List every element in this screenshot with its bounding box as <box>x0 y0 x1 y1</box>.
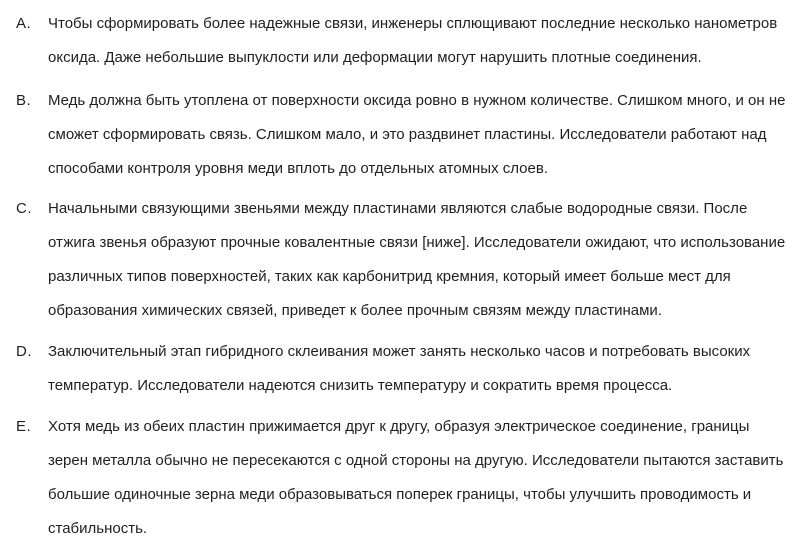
text-line: способами контроля уровня меди вплоть до отдельных атомных слоев. <box>48 160 548 177</box>
text-line: Чтобы сформировать более надежные связи, инженеры сплющивают последние несколько нанометров <box>48 15 778 32</box>
item-text <box>48 410 797 546</box>
text-line: оксида. Даже небольшие выпуклости или деформации могут нарушить плотные соединения. <box>48 49 702 66</box>
text-line: зерен металла обычно не пересекаются с одной стороны на другую. Исследователи пытаются заставить <box>48 452 784 469</box>
text-line: Хотя медь из обеих пластин прижимается друг к другу, образуя электрическое соединение, границы <box>48 418 750 435</box>
item-marker: C. <box>16 200 32 217</box>
item-text <box>48 192 797 328</box>
item-text <box>48 7 797 75</box>
item-text <box>48 84 797 186</box>
item-marker: D. <box>16 343 32 360</box>
item-marker: B. <box>16 92 32 109</box>
text-line: Медь должна быть утоплена от поверхности оксида ровно в нужном количестве. Слишком много, и он не <box>48 92 786 109</box>
text-line: стабильность. <box>48 520 148 537</box>
text-line: сможет сформировать связь. Слишком мало, и это раздвинет пластины. Исследователи работают над <box>48 126 767 143</box>
item-marker: E. <box>16 418 32 435</box>
text-line: температур. Исследователи надеются снизить температуру и сократить время процесса. <box>48 377 673 394</box>
text-line: Заключительный этап гибридного склеивания может занять несколько часов и потребовать высоких <box>48 343 751 360</box>
text-line: Начальными связующими звеньями между пластинами являются слабые водородные связи. После <box>48 200 748 217</box>
item-text <box>48 335 797 403</box>
text-line: отжига звенья образуют прочные ковалентные связи [ниже]. Исследователи ожидают, что использование <box>48 234 786 251</box>
item-marker: A. <box>16 15 32 32</box>
text-line: образования химических связей, приведет к более прочным связям между пластинами. <box>48 302 662 319</box>
text-line: большие одиночные зерна меди образовываться поперек границы, чтобы улучшить проводимость и <box>48 486 752 503</box>
text-line: различных типов поверхностей, таких как карбонитрид кремния, который имеет больше мест для <box>48 268 731 285</box>
